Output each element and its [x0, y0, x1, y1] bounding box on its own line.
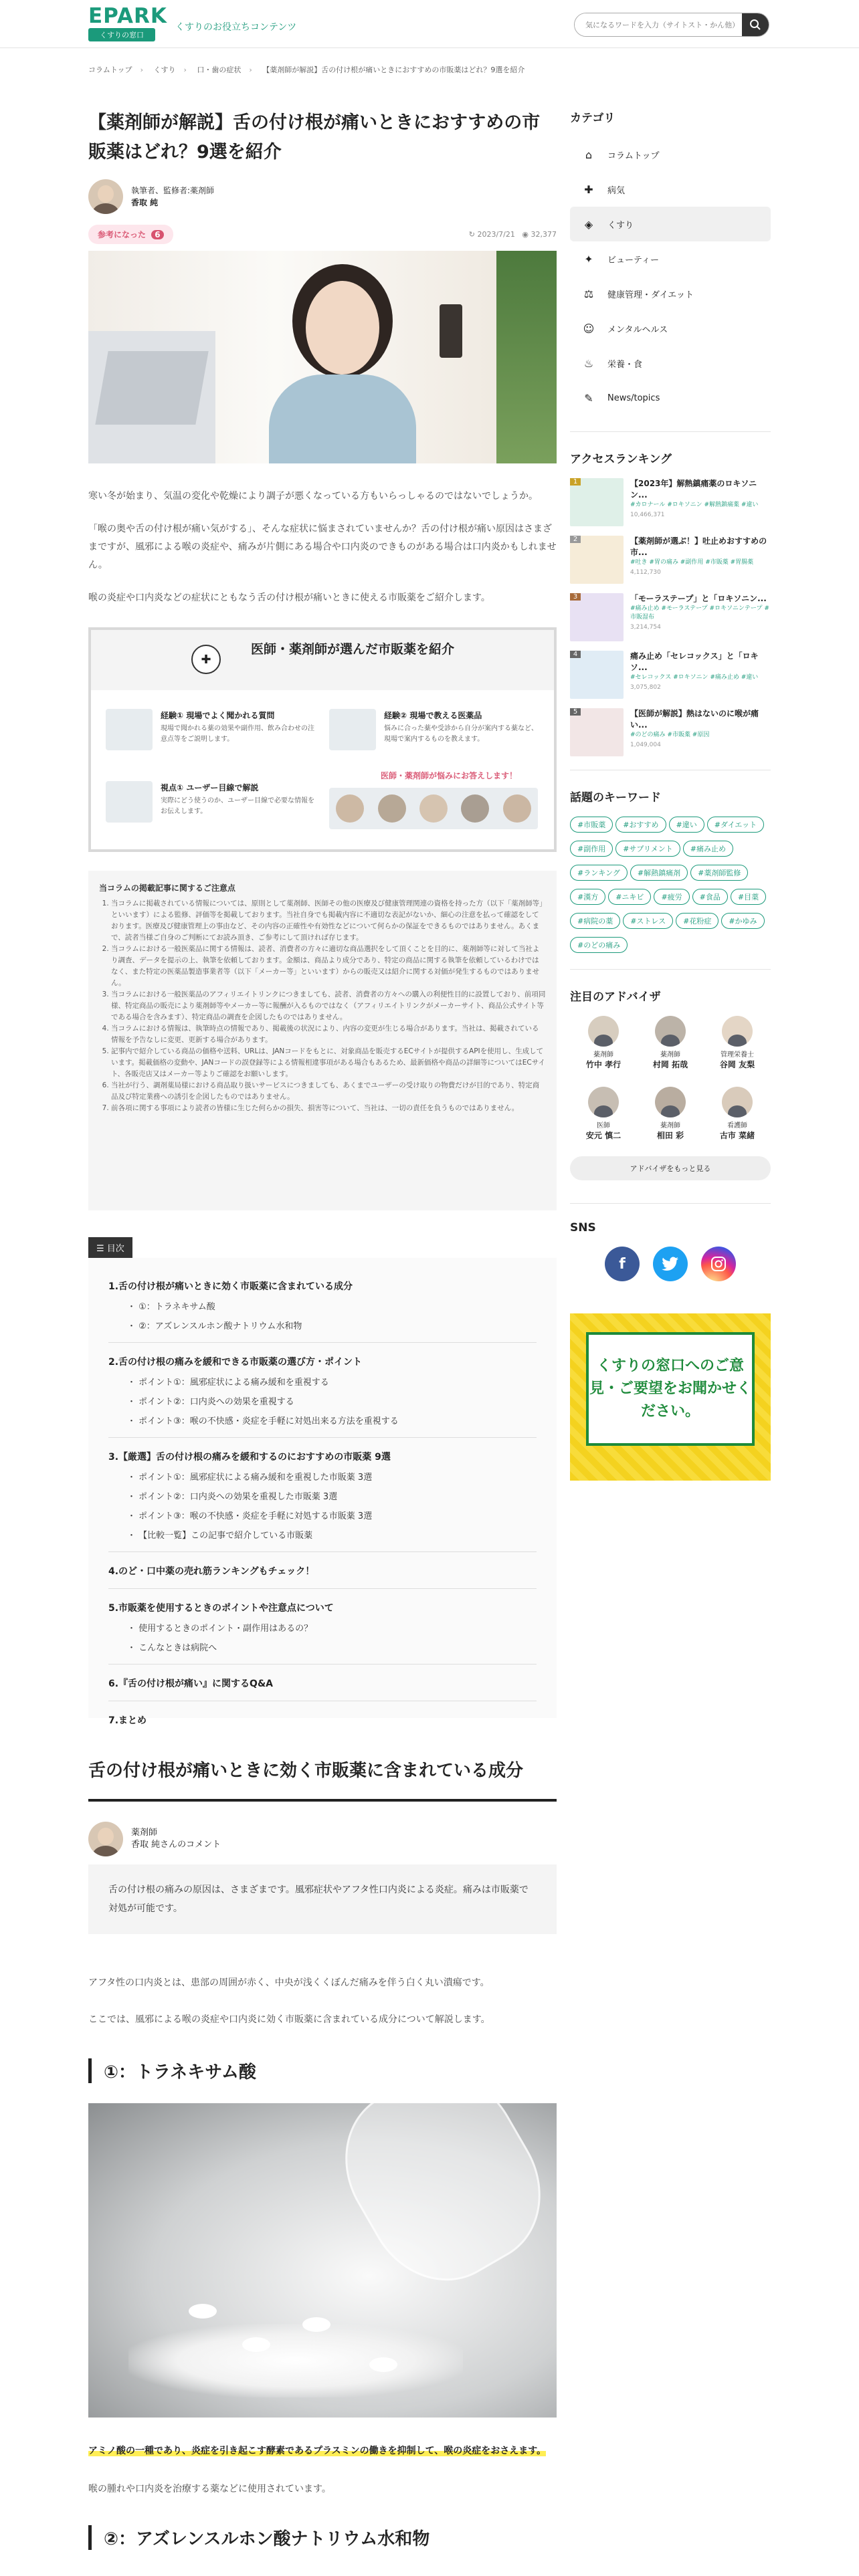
banner-item-title: 視点① ユーザー目線で解説 [161, 783, 259, 792]
pharmacy-logo-icon: ✚ [191, 645, 221, 674]
pill-icon: ◈ [584, 217, 593, 231]
keyword-tag[interactable]: #のどの痛み [570, 937, 628, 953]
doctor-comment-header [88, 1822, 557, 1856]
keyword-tag[interactable]: #目薬 [731, 889, 766, 905]
toc-sublink[interactable]: ・ ②：アズレンスルホン酸ナトリウム水和物 [127, 1321, 302, 1331]
notice-list [99, 898, 546, 1114]
author-avatar[interactable] [88, 179, 123, 214]
ranking-item[interactable]: 5 【医師が解説】熱はないのに喉が痛い... #のどの痛み #市販薬 #原因 1,049,004 [570, 708, 771, 756]
author-name[interactable]: 香取 純 [131, 198, 159, 207]
helpful-button[interactable] [88, 225, 173, 244]
highlight-paragraph: アミノ酸の一種であり、炎症を引き起こす酵素であるプラスミンの働きを抑制して、喉の炎症をおさえます。 [88, 2446, 547, 2456]
avatar [655, 1016, 686, 1047]
breadcrumb-current: 【薬剤師が解説】舌の付け根が痛いときにおすすめの市販薬はどれ？9選を紹介 [262, 66, 525, 74]
table-of-contents [88, 1237, 557, 1726]
avatar [655, 1087, 686, 1117]
doctor-comment: 舌の付け根の痛みの原因は、さまざまです。風邪症状やアフタ性口内炎による炎症。痛みは市販薬で対処が可能です。 [88, 1864, 557, 1934]
list-icon: ☰ [96, 1244, 104, 1254]
notice-item: 5. 記事内で紹介している商品の価格や送料、URLは、JANコードをもとに、対象商品を販売するECサイトが提供するAPIを使用し、生成しています。掲載価格の変動や、JANコードの誤登録等による情報相違事項がある場合もあるため、最新価格や商品の詳細等についてはECサイト、各販売店又はメーカー等よりご確認をお願いします。 [111, 1046, 546, 1080]
banner-item-title: 経験② 現場で教える医薬品 [384, 711, 482, 720]
toc-link[interactable]: 1.舌の付け根が痛いときに効く市販薬に含まれている成分 [108, 1281, 353, 1292]
toc-link[interactable]: 7.まとめ [108, 1715, 147, 1726]
banner-item-title: 経験① 現場でよく聞かれる質問 [161, 711, 275, 720]
site-tagline: くすりのお役立ちコンテンツ [175, 22, 297, 33]
news-icon: ✎ [584, 391, 593, 405]
notice-box [88, 871, 557, 1210]
notice-item: 6. 当社が行う、調剤薬局様における商品取り扱いサービスにつきましても、あくまでユーザーの受け取りの物費だけが目的であり、特定商品及び特定業務への誘引を企図したものではありません。 [111, 1080, 546, 1103]
banner-image [106, 781, 153, 823]
article-date: 2023/7/21 [477, 230, 515, 239]
article-meta [469, 230, 557, 239]
keyword-tag[interactable]: #花粉症 [676, 913, 719, 929]
advisor-card[interactable]: 薬剤師 竹中 孝行 [570, 1016, 637, 1071]
search-box [574, 13, 769, 37]
body-paragraph: アフタ性の口内炎とは、患部の周囲が赤く、中央が浅くくぼんだ痛みを伴う白く丸い潰瘍です。 [88, 1977, 490, 1988]
toc-sublink[interactable]: ・ こんなときは病院へ [127, 1643, 217, 1653]
advisor-card[interactable]: 管理栄養士 谷岡 友梨 [704, 1016, 771, 1071]
instagram-icon[interactable] [701, 1247, 736, 1281]
toc-sublink[interactable]: ・ ポイント①：風邪症状による痛み緩和を重視した市販薬 3選 [127, 1473, 373, 1483]
twitter-icon[interactable] [653, 1247, 688, 1281]
keyword-tag[interactable]: #解熱鎮痛剤 [630, 865, 688, 881]
keyword-section [570, 770, 771, 961]
beauty-icon: ✦ [584, 252, 593, 265]
avatar [588, 1087, 619, 1117]
notice-item: 3. 当コラムにおける一般医薬品のアフィリエイトリンクにつきましても、読者、消費者の方々への購入の利便性目的に設置しており、前項同様、特定商品の販売により薬剤師等やメーカー等に報酬が入るものではなく（アフィリエイトリンクがメーカーサイト、商品公式サイト等である場合を含みます）、特定商品の調査を企図したものではありません。 [111, 989, 546, 1023]
category-item-beauty[interactable]: ✦ ビューティー [570, 241, 771, 276]
body-paragraph: 喉の腫れや口内炎を治療する薬などに使用されています。 [88, 2484, 331, 2494]
keyword-tag[interactable]: #漢方 [570, 889, 605, 905]
commenter-role: 薬剤師 [131, 1828, 158, 1838]
avatar [722, 1016, 753, 1047]
banner-item [384, 710, 538, 745]
expert-faces [329, 788, 538, 829]
toc-link[interactable]: 6.『舌の付け根が痛い』に関するQ&A [108, 1679, 274, 1689]
site-header [0, 0, 859, 48]
article-views: 32,377 [531, 230, 557, 239]
toc-sublink[interactable]: ・ ポイント①：風邪症状による痛み緩和を重視する [127, 1378, 329, 1388]
breadcrumb-item[interactable]: 口・歯の症状 [197, 66, 242, 74]
views-icon: ◉ [522, 230, 529, 239]
toc-sublink[interactable]: ・ ポイント②：口内炎への効果を重視する [127, 1397, 294, 1407]
section-heading: 舌の付け根が痛いときに効く市販薬に含まれている成分 [88, 1757, 557, 1802]
breadcrumb-item[interactable]: くすり [153, 66, 176, 74]
banner-image [106, 709, 153, 750]
keyword-tag[interactable]: #おすすめ [615, 817, 666, 833]
avatar [722, 1087, 753, 1117]
banner-item [359, 770, 539, 784]
advisor-card[interactable]: 医師 安元 慎二 [570, 1087, 637, 1142]
category-item-nutrition[interactable]: ♨ 栄養・食 [570, 346, 771, 381]
author-role: 執筆者、監修者:薬剤師 [131, 186, 215, 195]
toc-sublink[interactable]: ・ ポイント③：喉の不快感・炎症を手軽に対処出来る方法を重視する [127, 1416, 399, 1426]
banner-item-text: 悩みに合った薬や受診から自分が案内する薬など、現場で案内するものを教えます。 [384, 725, 538, 743]
toc-link[interactable]: 3.【厳選】舌の付け根の痛みを緩和するのにおすすめの市販薬 9選 [108, 1452, 391, 1463]
ranking-item[interactable]: 4 痛み止め「セレコックス」と「ロキソ... #セレコックス #ロキソニン #痛み止め #違い 3,075,802 [570, 651, 771, 699]
notice-item: 4. 当コラムにおける情報は、執筆時点の情報であり、掲載後の状況により、内容の変更が生じる場合があります。当社は、掲載されている情報を予告なしに変更、更新する場合があります。 [111, 1023, 546, 1046]
ranking-item[interactable]: 2 【薬剤師が選ぶ！】吐止めおすすめの市... #吐き #胃の痛み #副作用 #市販薬 #胃腸薬 4,112,730 [570, 536, 771, 584]
toc-header[interactable] [88, 1237, 132, 1258]
keyword-list [570, 817, 771, 961]
home-icon: ⌂ [585, 148, 593, 161]
category-item-medicine[interactable]: ◈ くすり [570, 207, 771, 241]
keyword-tag[interactable]: #ニキビ [608, 889, 651, 905]
expert-banner[interactable] [88, 627, 557, 852]
keyword-tag[interactable]: #薬剤師監修 [690, 865, 748, 881]
banner-item [161, 710, 314, 745]
toc-sublink[interactable]: ・ ポイント③：喉の不快感・炎症を手軽に対処する市販薬 3選 [127, 1511, 373, 1521]
toc-sublink[interactable]: ・ 【比較一覧】この記事で紹介している市販薬 [127, 1531, 313, 1541]
logo-sub: くすりの窓口 [88, 28, 155, 41]
toc-link[interactable]: 5.市販薬を使用するときのポイントや注意点について [108, 1603, 334, 1614]
avatar [588, 1016, 619, 1047]
food-icon: ♨ [583, 356, 594, 370]
page-title: 【薬剤師が解説】舌の付け根が痛いときにおすすめの市販薬はどれ？9選を紹介 [88, 112, 541, 163]
advisor-section [570, 969, 771, 1180]
site-logo[interactable] [88, 4, 167, 43]
banner-image [329, 709, 376, 750]
toc-sublink[interactable]: ・ ①：トラネキサム酸 [127, 1302, 215, 1312]
category-list [570, 137, 771, 415]
toc-link[interactable]: 4.のど・口中薬の売れ筋ランキングもチェック！ [108, 1566, 315, 1577]
keyword-tag[interactable]: #市販薬 [570, 817, 613, 833]
facebook-icon[interactable]: f [605, 1247, 640, 1281]
search-icon [749, 19, 761, 31]
scale-icon: ⚖ [583, 287, 594, 300]
ranking-item[interactable]: 1 【2023年】解熱鎮痛薬のロキソニン... #カロナール #ロキソニン #解熱鎮痛薬 #違い 10,466,371 [570, 478, 771, 526]
keyword-tag[interactable]: #サプリメント [615, 841, 680, 857]
update-icon: ↻ [468, 230, 475, 239]
article [88, 108, 557, 2550]
subsection-heading: ②：アズレンスルホン酸ナトリウム水和物 [88, 2525, 557, 2550]
hero-image [88, 251, 557, 463]
ranking-item[interactable]: 3 「モーラステープ」と「ロキソニン... #痛み止め #モーラステープ #ロキソニンテープ #市販湿布 3,214,754 [570, 593, 771, 641]
keyword-title: 話題のキーワード [570, 791, 661, 804]
notice-title: 当コラムの掲載記事に関するご注意点 [99, 883, 235, 893]
feedback-banner[interactable] [570, 1313, 771, 1481]
category-item-health[interactable]: ⚖ 健康管理・ダイエット [570, 276, 771, 311]
category-item-illness[interactable]: ✚ 病気 [570, 172, 771, 207]
intro-paragraph: 喉の炎症や口内炎などの症状にともなう舌の付け根が痛いときに使える市販薬をご紹介します。 [88, 593, 490, 603]
breadcrumb-item[interactable]: コラムトップ [88, 66, 132, 74]
toc-sublink[interactable]: ・ ポイント②：口内炎への効果を重視した市販薬 3選 [127, 1492, 338, 1502]
intro-paragraph: 寒い冬が始まり、気温の変化や乾燥により調子が悪くなっている方もいらっしゃるのではないでしょうか。 [88, 491, 538, 502]
notice-item: 7. 前各項に関する事項により読者の皆様に生じた何らかの損失、損害等について、当社は、一切の責任を負うものではありません。 [111, 1103, 546, 1114]
body-paragraph: ここでは、風邪による喉の炎症や口内炎に効く市販薬に含まれている成分について解説します。 [88, 2014, 490, 2025]
logo-main: EPARK [88, 4, 167, 28]
banner-item [161, 782, 314, 817]
toc-sublink[interactable]: ・ 使用するときのポイント・副作用はあるの？ [127, 1624, 313, 1634]
category-item-mental[interactable]: ☺ メンタルヘルス [583, 322, 668, 335]
notice-item: 2. 当コラムにおける一般医薬品に関する情報は、読者、消費者の方々に適切な商品選択をして頂くことを目的に、薬剤師等に対して当社より調査、データを提示の上、執筆を依頼しております。金額は、商品より成分であり、特定の商品に関する執筆を依頼しているわけではなく、また特定の医薬品製造事業者等（以下「メーカー等」といいます）からの販売又は紹介に関する対価が発生するものではありません。 [111, 944, 546, 989]
subsection-heading: ①：トラネキサム酸 [88, 2058, 557, 2083]
advisor-more-button[interactable]: アドバイザをもっと見る [570, 1156, 771, 1180]
helpful-count: 6 [151, 230, 163, 239]
banner-item-title: 医師・薬剤師が悩みにお答えします！ [380, 771, 517, 780]
category-item-top[interactable]: ⌂ コラムトップ [570, 137, 771, 172]
banner-title: 医師・薬剤師が選んだ市販薬を紹介 [250, 642, 454, 657]
keyword-tag[interactable]: #ストレス [623, 913, 673, 929]
toc-link[interactable]: 2.舌の付け根の痛みを緩和できる市販薬の選び方・ポイント [108, 1357, 363, 1368]
keyword-tag[interactable]: #違い [669, 817, 704, 833]
advisor-card[interactable]: 薬剤師 相田 彩 [637, 1087, 704, 1142]
commenter-name: 香取 純さんのコメント [131, 1840, 221, 1850]
category-item-news[interactable]: ✎ News/topics [570, 381, 771, 415]
advisor-title: 注目のアドバイザ [570, 990, 661, 1004]
breadcrumb: コラムトップ › くすり › 口・歯の症状 › 【薬剤師が解説】舌の付け根が痛いときにおすすめの市販薬はどれ？9選を紹介 [88, 66, 525, 74]
advisor-card[interactable]: 薬剤師 村岡 拓哉 [637, 1016, 704, 1071]
sns-section [570, 1203, 771, 1281]
sns-title: SNS [570, 1221, 596, 1235]
keyword-tag[interactable]: #ダイエット [707, 817, 764, 833]
search-button[interactable] [742, 13, 769, 36]
notice-item: 1. 当コラムに掲載されている情報については、原則として薬剤師、医師その他の医療及び健康管理関連の資格を持った方（以下「薬剤師等」といいます）による監修、評価等を掲載しております。当社自身でも掲載内容に不適切な表記がないか、細心の注意を払って確認をしております。医療及び健康管理上の事由など、その内容の正確性や有効性などについて何らかの保証をできるものではありません。あくまで、読者当様ご自身のご判断にてお読み頂き、ご参考にして頂ければ存じます。 [111, 898, 546, 944]
search-input[interactable] [575, 13, 742, 36]
ranking-title: アクセスランキング [570, 453, 672, 466]
feedback-banner-text: くすりの窓口へのご意見・ご要望をお聞かせください。 [586, 1332, 755, 1446]
keyword-tag[interactable]: #ランキング [570, 865, 628, 881]
toc-label: 目次 [106, 1244, 124, 1254]
mental-icon: ☺ [583, 322, 595, 335]
illness-icon: ✚ [584, 183, 593, 196]
category-title: カテゴリ [570, 112, 615, 125]
keyword-tag[interactable]: #疲労 [654, 889, 689, 905]
intro-paragraph: 「喉の奥や舌の付け根が痛い気がする」、そんな症状に悩まされていませんか？舌の付け根が痛い原因はさまざまですが、風邪による喉の炎症や、痛みが片側にある場合や口内炎のできものがある場合は口内炎かもしれません。 [88, 524, 557, 570]
sidebar [570, 108, 771, 1481]
advisor-card[interactable]: 看護師 古市 菜緒 [704, 1087, 771, 1142]
pills-image [88, 2103, 557, 2418]
keyword-tag[interactable]: #かゆみ [721, 913, 764, 929]
keyword-tag[interactable]: #副作用 [570, 841, 613, 857]
author-block [88, 179, 557, 214]
helpful-label: 参考になった [98, 230, 147, 239]
banner-item-text: 実際にどう使うのか、ユーザー目線で必要な情報をお伝えします。 [161, 797, 314, 815]
keyword-tag[interactable]: #痛み止め [683, 841, 733, 857]
commenter-avatar[interactable] [88, 1822, 123, 1856]
keyword-tag[interactable]: #食品 [692, 889, 728, 905]
banner-item-text: 現場で聞かれる薬の効果や副作用、飲み合わせの注意点等をご説明します。 [161, 725, 314, 743]
keyword-tag[interactable]: #病院の薬 [570, 913, 620, 929]
